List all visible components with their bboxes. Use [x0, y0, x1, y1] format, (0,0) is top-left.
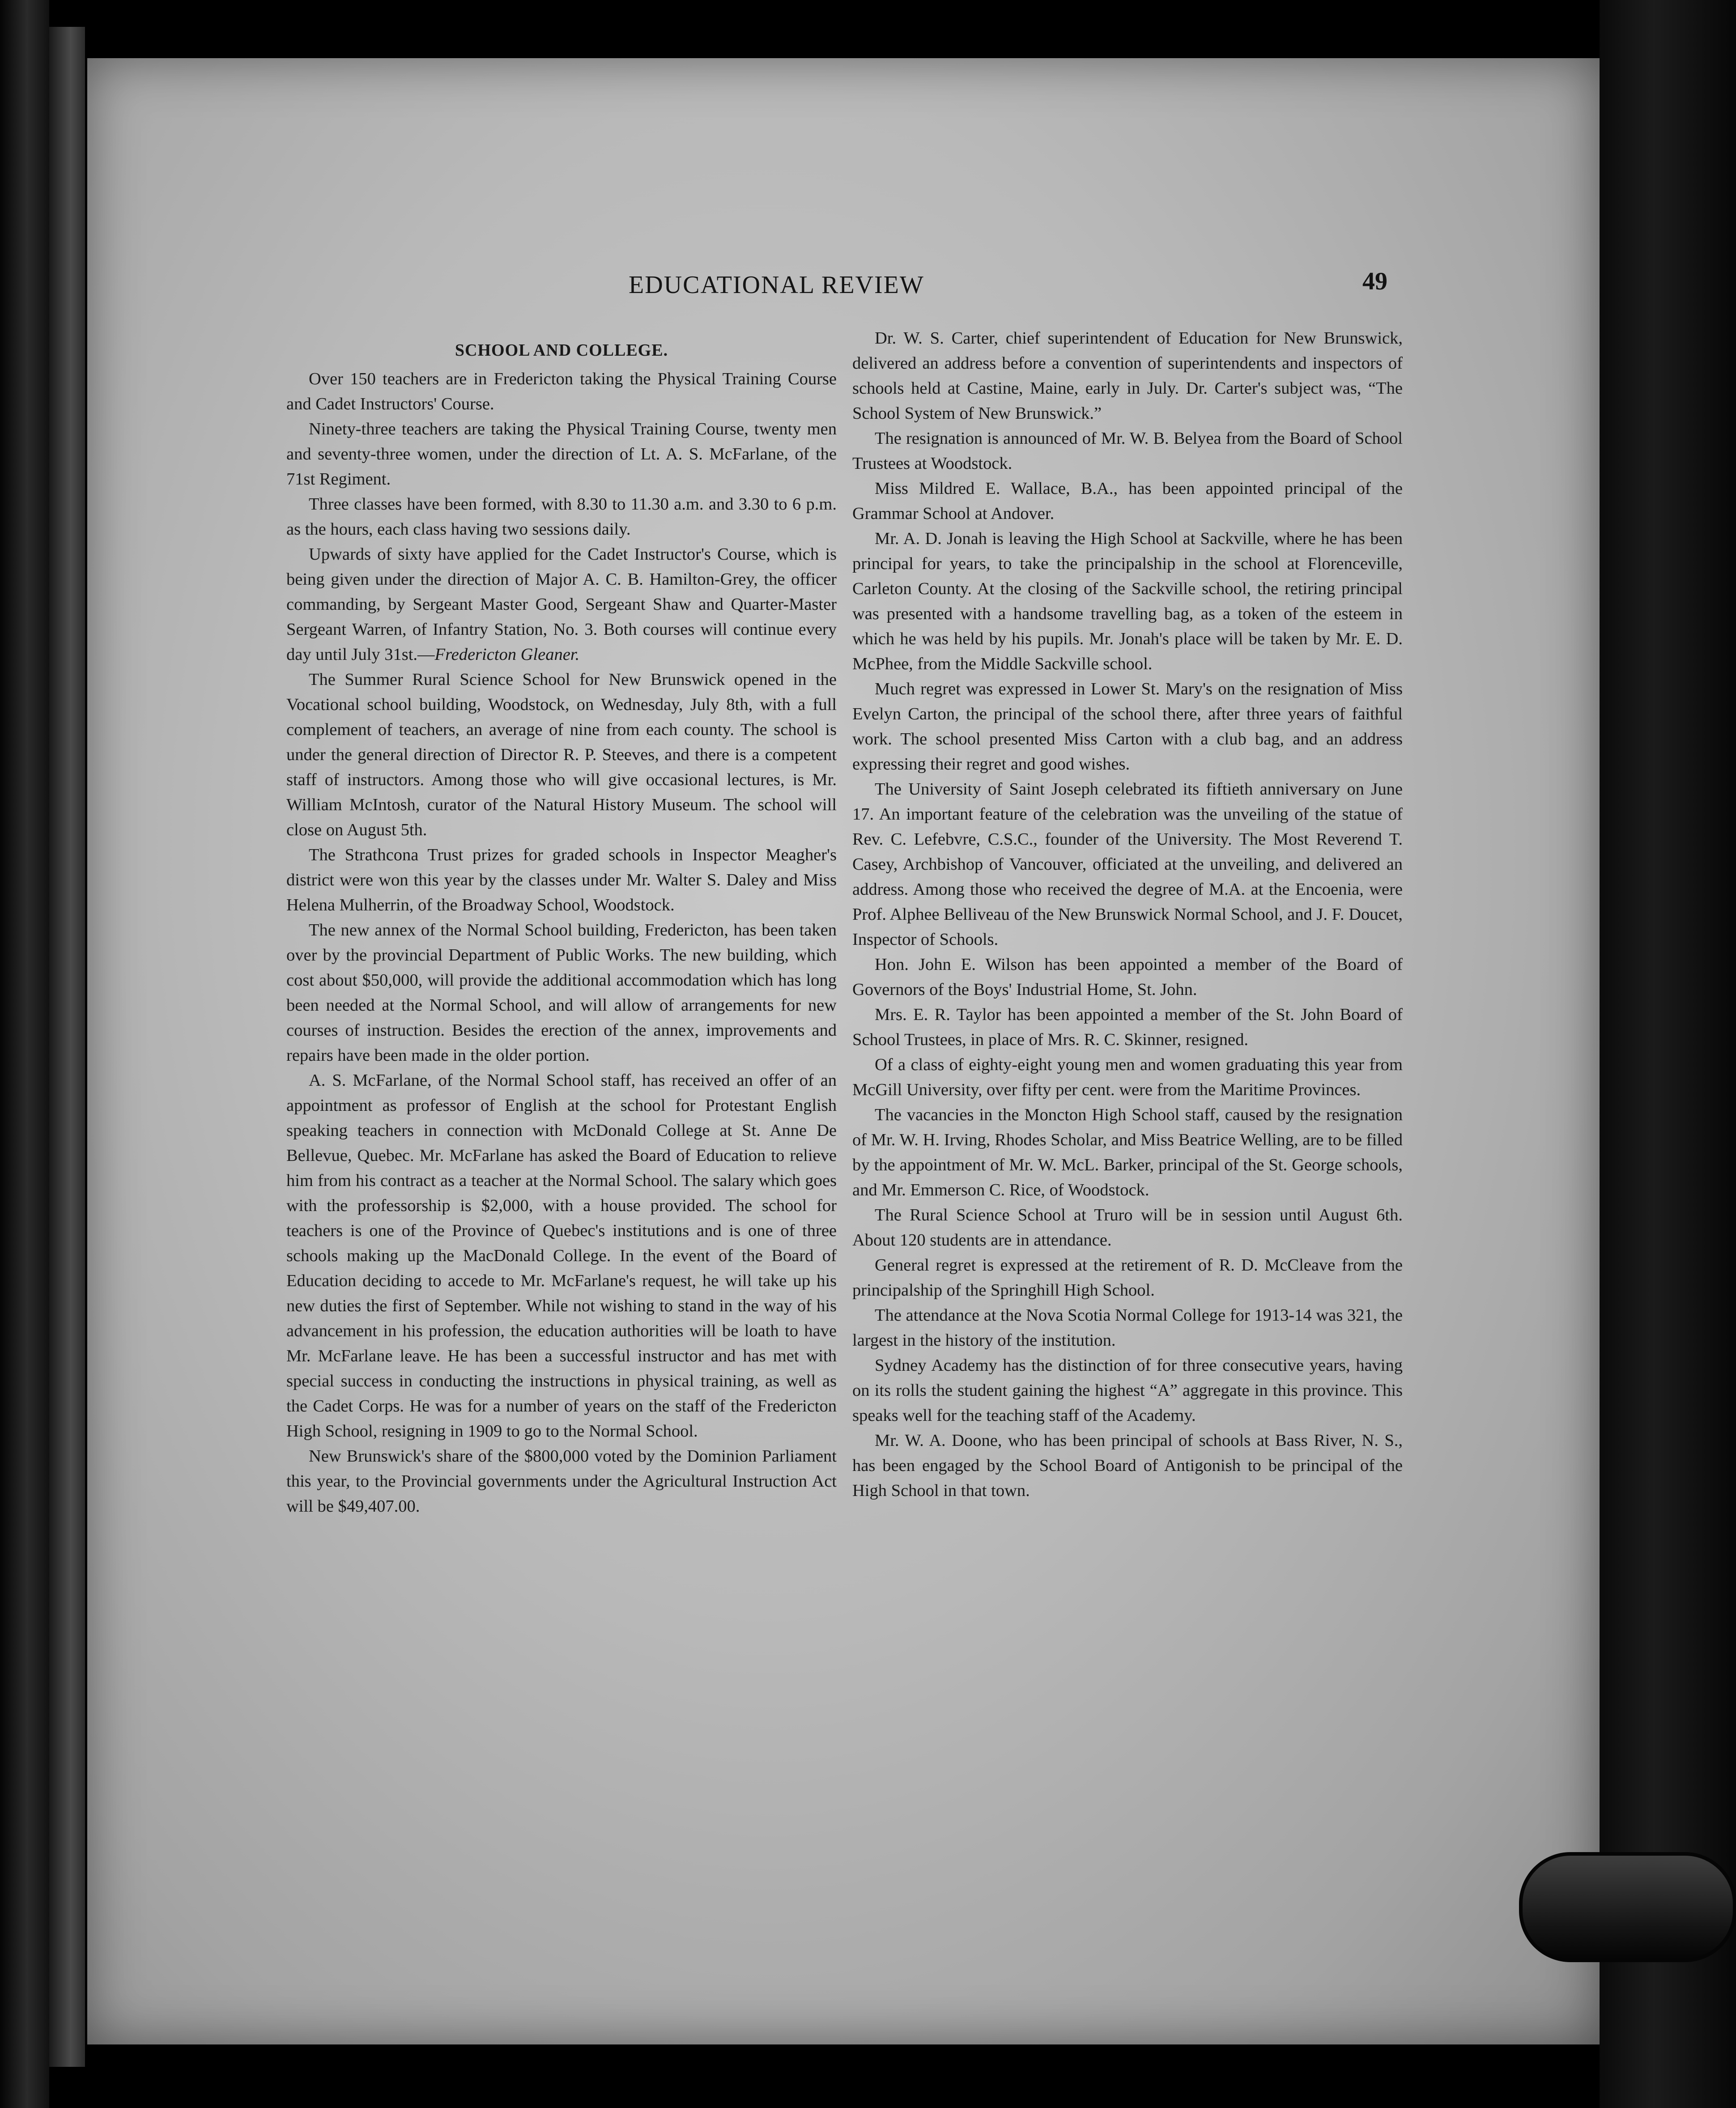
- article-paragraph: A. S. McFarlane, of the Normal School staff, has received an offer of an appointment as professor of English at the school for Protestant English speaking teachers in connection with McDonald College at St. Anne De Bellevue, Quebec. Mr. McFarlane has asked the Board of Education to relieve him from his contract as a teacher at the Normal School. The salary which goes with the professorship is $2,000, with a house provided. The school for teachers is one of the Province of Quebec's institutions and is one of three schools making up the MacDonald College. In the event of the Board of Education deciding to accede to Mr. McFarlane's request, he will take up his new duties the first of September. While not wishing to stand in the way of his advancement in his profession, the education authorities will be loath to have Mr. McFarlane leave. He has been a successful instructor and has met with special success in conducting the instructions in physical training, as well as the Cadet Corps. He was for a number of years on the staff of the Fredericton High School, resigning in 1909 to go to the Normal School.: [286, 1071, 837, 1441]
- page-clip: [1519, 1852, 1736, 1962]
- article-paragraph: Ninety-three teachers are taking the Physical Training Course, twenty men and seventy-three women, under the direction of Lt. A. S. McFarlane, of the 71st Regiment.: [286, 420, 837, 489]
- article-paragraph: New Brunswick's share of the $800,000 voted by the Dominion Parliament this year, to the Provincial governments under the Agricultural Instruction Act will be $49,407.00.: [286, 1447, 837, 1516]
- article-paragraph: [286, 542, 837, 667]
- left-column: [286, 338, 837, 1519]
- article-paragraph: The resignation is announced of Mr. W. B. Belyea from the Board of School Trustees at Woodstock.: [852, 429, 1403, 473]
- article-paragraph: Three classes have been formed, with 8.30 to 11.30 a.m. and 3.30 to 6 p.m. as the hours, each class having two sessions daily.: [286, 495, 837, 539]
- article-paragraph: The vacancies in the Moncton High School staff, caused by the resignation of Mr. W. H. Irving, Rhodes Scholar, and Miss Beatrice Welling, are to be filled by the appointment of Mr. W. McL. Barker, principal of the St. George schools, and Mr. Emmerson C. Rice, of Woodstock.: [852, 1105, 1403, 1199]
- facing-page-edge: [49, 27, 85, 2067]
- running-title: EDUCATIONAL REVIEW: [629, 271, 924, 299]
- article-paragraph: Hon. John E. Wilson has been appointed a member of the Board of Governors of the Boys' Industrial Home, St. John.: [852, 955, 1403, 999]
- source-attribution: Fredericton Gleaner.: [434, 645, 580, 664]
- article-paragraph: Mr. W. A. Doone, who has been principal of schools at Bass River, N. S., has been engaged by the School Board of Antigonish to be principal of the High School in that town.: [852, 1431, 1403, 1500]
- page-number: 49: [1362, 268, 1387, 295]
- article-paragraph: Much regret was expressed in Lower St. Mary's on the resignation of Miss Evelyn Carton, the principal of the school there, after three years of faithful work. The school presented Miss Carton with a club bag, and an address expressing their regret and good wishes.: [852, 680, 1403, 774]
- article-paragraph: Of a class of eighty-eight young men and women graduating this year from McGill University, over fifty per cent. were from the Maritime Provinces.: [852, 1055, 1403, 1099]
- article-paragraph: The University of Saint Joseph celebrated its fiftieth anniversary on June 17. An important feature of the celebration was the unveiling of the statue of Rev. C. Lefebvre, C.S.C., founder of the University. The Most Reverend T. Casey, Archbishop of Vancouver, officiated at the unveiling, and delivered an address. Among those who received the degree of M.A. at the Encoenia, were Prof. Alphee Belliveau of the New Brunswick Normal School, and J. F. Doucet, Inspector of Schools.: [852, 780, 1403, 949]
- article-paragraph: The new annex of the Normal School building, Fredericton, has been taken over by the provincial Department of Public Works. The new building, which cost about $50,000, will provide the additional accommodation which has long been needed at the Normal School, and will allow of arrangements for new courses of instruction. Besides the erection of the annex, improvements and repairs have been made in the older portion.: [286, 921, 837, 1065]
- article-paragraph: Dr. W. S. Carter, chief superintendent of Education for New Brunswick, delivered an address before a convention of superintendents and inspectors of schools held at Castine, Maine, early in July. Dr. Carter's subject was, “The School System of New Brunswick.”: [852, 329, 1403, 423]
- section-heading: SCHOOL AND COLLEGE.: [455, 341, 668, 360]
- article-paragraph: Sydney Academy has the distinction of for three consecutive years, having on its rolls the student gaining the highest “A” aggregate in this province. This speaks well for the teaching staff of the Academy.: [852, 1356, 1403, 1425]
- journal-page: [87, 58, 1600, 2044]
- article-paragraph: The attendance at the Nova Scotia Normal College for 1913-14 was 321, the largest in the history of the institution.: [852, 1306, 1403, 1350]
- book-binding-left: [0, 0, 49, 2108]
- article-paragraph: Mrs. E. R. Taylor has been appointed a member of the St. John Board of School Trustees, in place of Mrs. R. C. Skinner, resigned.: [852, 1005, 1403, 1049]
- article-paragraph: Mr. A. D. Jonah is leaving the High School at Sackville, where he has been principal for years, to take the principalship in the school at Florenceville, Carleton County. At the closing of the Sackville school, the retiring principal was presented with a handsome travelling bag, as a token of the esteem in which he was held by his pupils. Mr. Jonah's place will be taken by Mr. E. D. McPhee, from the Middle Sackville school.: [852, 529, 1403, 673]
- article-paragraph: Over 150 teachers are in Fredericton taking the Physical Training Course and Cadet Instructors' Course.: [286, 370, 837, 413]
- article-paragraph: The Summer Rural Science School for New Brunswick opened in the Vocational school building, Woodstock, on Wednesday, July 8th, with a full complement of teachers, an average of nine from each county. The school is under the general direction of Director R. P. Steeves, and there is a competent staff of instructors. Among those who will give occasional lectures, is Mr. William McIntosh, curator of the Natural History Museum. The school will close on August 5th.: [286, 670, 837, 839]
- paragraph-text: Upwards of sixty have applied for the Cadet Instructor's Course, which is being given under the direction of Major A. C. B. Hamilton-Grey, the officer commanding, by Sergeant Master Good, Sergeant Shaw and Quarter-Master Sergeant Warren, of Infantry Station, No. 3. Both courses will continue every day until July 31st.—: [286, 545, 837, 664]
- article-paragraph: The Rural Science School at Truro will be in session until August 6th. About 120 students are in attendance.: [852, 1206, 1403, 1250]
- book-binding-right: [1600, 0, 1736, 2108]
- page-header: [87, 268, 1600, 311]
- right-column: [852, 326, 1403, 1503]
- article-paragraph: General regret is expressed at the retirement of R. D. McCleave from the principalship of the Springhill High School.: [852, 1256, 1403, 1300]
- article-paragraph: The Strathcona Trust prizes for graded schools in Inspector Meagher's district were won this year by the classes under Mr. Walter S. Daley and Miss Helena Mulherrin, of the Broadway School, Woodstock.: [286, 846, 837, 914]
- article-paragraph: Miss Mildred E. Wallace, B.A., has been appointed principal of the Grammar School at Andover.: [852, 479, 1403, 523]
